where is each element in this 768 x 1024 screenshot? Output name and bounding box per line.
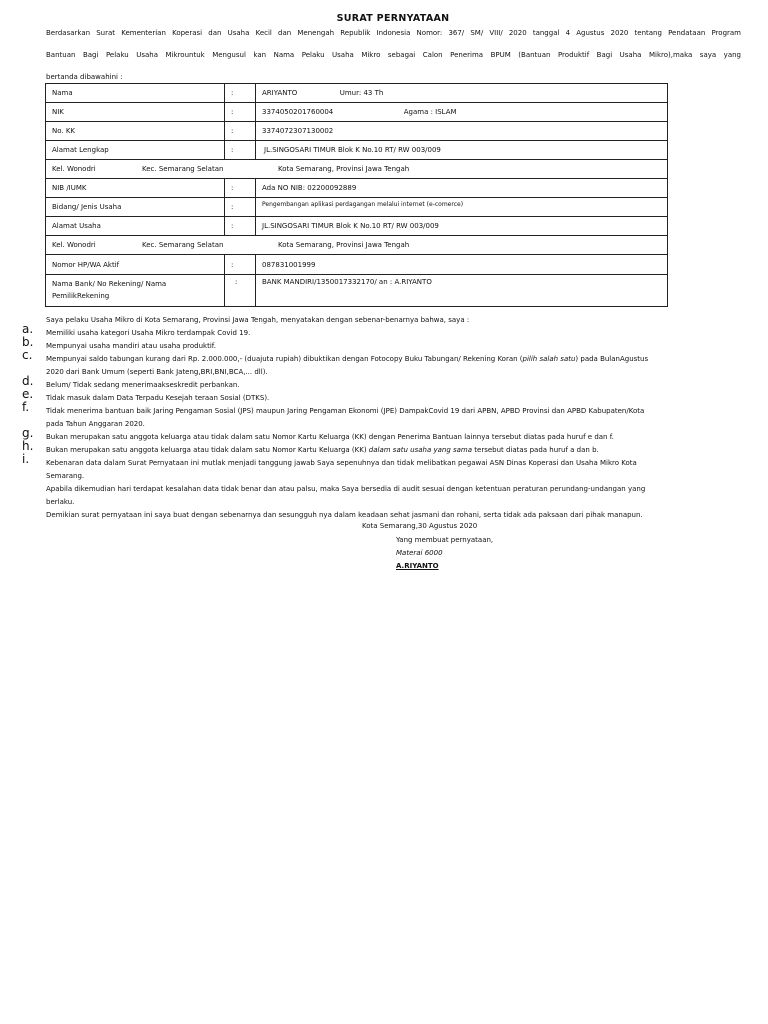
colon: : <box>225 217 256 236</box>
item-c-text-c: ) pada BulanAgustus <box>575 355 649 363</box>
kota-1: Kota Semarang, Provinsi Jawa Tengah <box>278 165 410 173</box>
place-date: Kota Semarang,30 Agustus 2020 <box>362 522 478 530</box>
list-item-f-line-1: Tidak menerima bantuan baik Jaring Pengaman Sosial (JPS) maupun Jaring Pengaman Ekonomi (JPE) DampakCovid 19 dari APBN, APBD Provinsi dan APBD Kabupaten/Kota <box>46 407 645 415</box>
label-hp: Nomor HP/WA Aktif <box>46 255 225 275</box>
row-hp <box>46 255 668 275</box>
colon: : <box>225 198 256 217</box>
label-nib: NIB /IUMK <box>46 179 225 198</box>
label-alamat-usaha: Alamat Usaha <box>46 217 225 236</box>
list-marker-d: d. <box>22 374 34 388</box>
kel-2: Kel. Wonodri <box>52 241 96 249</box>
colon: : <box>225 141 256 160</box>
intro-line-2: Bantuan Bagi Pelaku Usaha Mikrountuk Mengusul kan Nama Pelaku Usaha Mikro sebagai Calon Penerima BPUM (Bantuan Produktif Bagi Usaha Mikro),maka saya yang <box>46 51 741 59</box>
value-hp: 087831001999 <box>256 255 668 275</box>
value-nib: Ada NO NIB: 02200092889 <box>256 179 668 198</box>
colon: : <box>225 255 256 275</box>
list-item-d: Belum/ Tidak sedang menerimaakseskredit perbankan. <box>46 381 240 389</box>
value-bank: BANK MANDIRI/1350017332170/ an : A.RIYANTO <box>256 275 668 307</box>
list-item-b: Mempunyai usaha mandiri atau usaha produktif. <box>46 342 216 350</box>
list-marker-i: i. <box>22 452 30 466</box>
signature-name: A.RIYANTO <box>396 562 439 570</box>
list-marker-h: h. <box>22 439 34 453</box>
row-nik <box>46 103 668 122</box>
item-h-text-c: tersebut diatas pada huruf a dan b. <box>472 446 599 454</box>
row-alamat <box>46 141 668 160</box>
list-item-i-line-2: Semarang. <box>46 472 85 480</box>
closing-paragraph-1-line-1: Apabila dikemudian hari terdapat kesalahan data tidak benar dan atau palsu, maka Saya bersedia di audit sesuai dengan ketentuan peraturan perundang-undangan yang <box>46 485 646 493</box>
label-bank <box>46 275 225 307</box>
row-bank <box>46 275 668 307</box>
materai-label: Materai 6000 <box>396 549 443 557</box>
list-item-c-line-2: 2020 dari Bank Umum (seperti Bank Jateng,BRI,BNI,BCA,... dll). <box>46 368 268 376</box>
list-item-h <box>46 444 736 457</box>
bank-label-line-1: Nama Bank/ No Rekening/ Nama <box>52 280 167 288</box>
list-marker-b: b. <box>22 335 34 349</box>
row-kelurahan-2 <box>46 236 668 255</box>
list-item-g: Bukan merupakan satu anggota keluarga atau tidak dalam satu Nomor Kartu Keluarga (KK) dengan Penerima Bantuan lainnya tersebut diatas pada huruf e dan f. <box>46 433 614 441</box>
statement-intro: Saya pelaku Usaha Mikro di Kota Semarang, Provinsi Jawa Tengah, menyatakan dengan sebenar-benarnya bahwa, saya : <box>46 316 470 324</box>
list-marker-f: f. <box>22 400 30 414</box>
kelurahan-cell-2 <box>46 236 668 255</box>
list-marker-g: g. <box>22 426 34 440</box>
list-item-e: Tidak masuk dalam Data Terpadu Kesejah teraan Sosial (DTKS). <box>46 394 270 402</box>
list-item-f-line-2: pada Tahun Anggaran 2020. <box>46 420 145 428</box>
item-c-text-a: Mempunyai saldo tabungan kurang dari Rp. 2.000.000,- (duajuta rupiah) dibuktikan dengan Fotocopy Buku Tabungan/ Rekening Koran ( <box>46 355 523 363</box>
colon: : <box>225 179 256 198</box>
row-alamat-usaha <box>46 217 668 236</box>
colon: : <box>225 103 256 122</box>
label-kk: No. KK <box>46 122 225 141</box>
value-bidang: Pengembangan aplikasi perdagangan melalui internet (e-comerce) <box>256 198 668 217</box>
list-marker-a: a. <box>22 322 34 336</box>
bank-label-line-2: PemilikRekening <box>52 292 110 300</box>
value-nama <box>256 84 668 103</box>
kel-1: Kel. Wonodri <box>52 165 96 173</box>
agama-value: Agama : ISLAM <box>403 108 457 116</box>
colon: : <box>225 84 256 103</box>
intro-line-3: bertanda dibawahini : <box>46 73 123 81</box>
label-alamat: Alamat Lengkap <box>46 141 225 160</box>
list-marker-c: c. <box>22 348 33 362</box>
kota-2: Kota Semarang, Provinsi Jawa Tengah <box>278 241 410 249</box>
label-bidang: Bidang/ Jenis Usaha <box>46 198 225 217</box>
row-nib <box>46 179 668 198</box>
item-c-text-italic: pilih salah satu <box>522 355 576 363</box>
intro-line-1: Berdasarkan Surat Kementerian Koperasi dan Usaha Kecil dan Menengah Republik Indonesia Nomor: 367/ SM/ VIII/ 2020 tanggal 4 Agustus 2020 tentang Pendataan Program <box>46 29 741 37</box>
kec-2: Kec. Semarang Selatan <box>142 241 224 249</box>
kec-1: Kec. Semarang Selatan <box>142 165 224 173</box>
closing-paragraph-1-line-2: berlaku. <box>46 498 75 506</box>
intro-paragraph <box>46 22 741 88</box>
value-kk: 3374072307130002 <box>256 122 668 141</box>
document-title: SURAT PERNYATAAN <box>336 13 450 24</box>
nama-value: ARIYANTO <box>262 89 298 97</box>
nik-value: 3374050201760004 <box>262 108 334 116</box>
row-nama <box>46 84 668 103</box>
row-bidang <box>46 198 668 217</box>
maker-label: Yang membuat pernyataan, <box>396 536 494 544</box>
umur-value: Umur: 43 Th <box>339 89 384 97</box>
list-item-c-line-1 <box>46 353 736 366</box>
kelurahan-cell-1 <box>46 160 668 179</box>
list-item-a: Memiliki usaha kategori Usaha Mikro terdampak Covid 19. <box>46 329 251 337</box>
value-nik <box>256 103 668 122</box>
colon: : <box>225 122 256 141</box>
colon: : <box>225 275 256 307</box>
value-alamat-usaha: JL.SINGOSARI TIMUR Blok K No.10 RT/ RW 003/009 <box>256 217 668 236</box>
list-marker-e: e. <box>22 387 34 401</box>
label-nama: Nama <box>46 84 225 103</box>
item-h-text-a: Bukan merupakan satu anggota keluarga atau tidak dalam satu Nomor Kartu Keluarga (KK) <box>46 446 369 454</box>
row-kk <box>46 122 668 141</box>
item-h-text-italic: dalam satu usaha yang sama <box>368 446 473 454</box>
list-item-i-line-1: Kebenaran data dalam Surat Pernyataan ini mutlak menjadi tanggung jawab Saya sepenuhnya dan tidak melibatkan pegawai ASN Dinas Koperasi dan Usaha Mikro Kota <box>46 459 637 467</box>
row-kelurahan-1 <box>46 160 668 179</box>
identity-table <box>45 83 668 307</box>
value-alamat <box>256 141 668 160</box>
closing-paragraph-2: Demikian surat pernyataan ini saya buat dengan sebenarnya dan sesungguh nya dalam keadaan sehat jasmani dan rohani, serta tidak ada paksaan dari pihak manapun. <box>46 511 643 519</box>
alamat-value: JL.SINGOSARI TIMUR Blok K No.10 RT/ RW 003/009 <box>264 146 441 154</box>
label-nik: NIK <box>46 103 225 122</box>
